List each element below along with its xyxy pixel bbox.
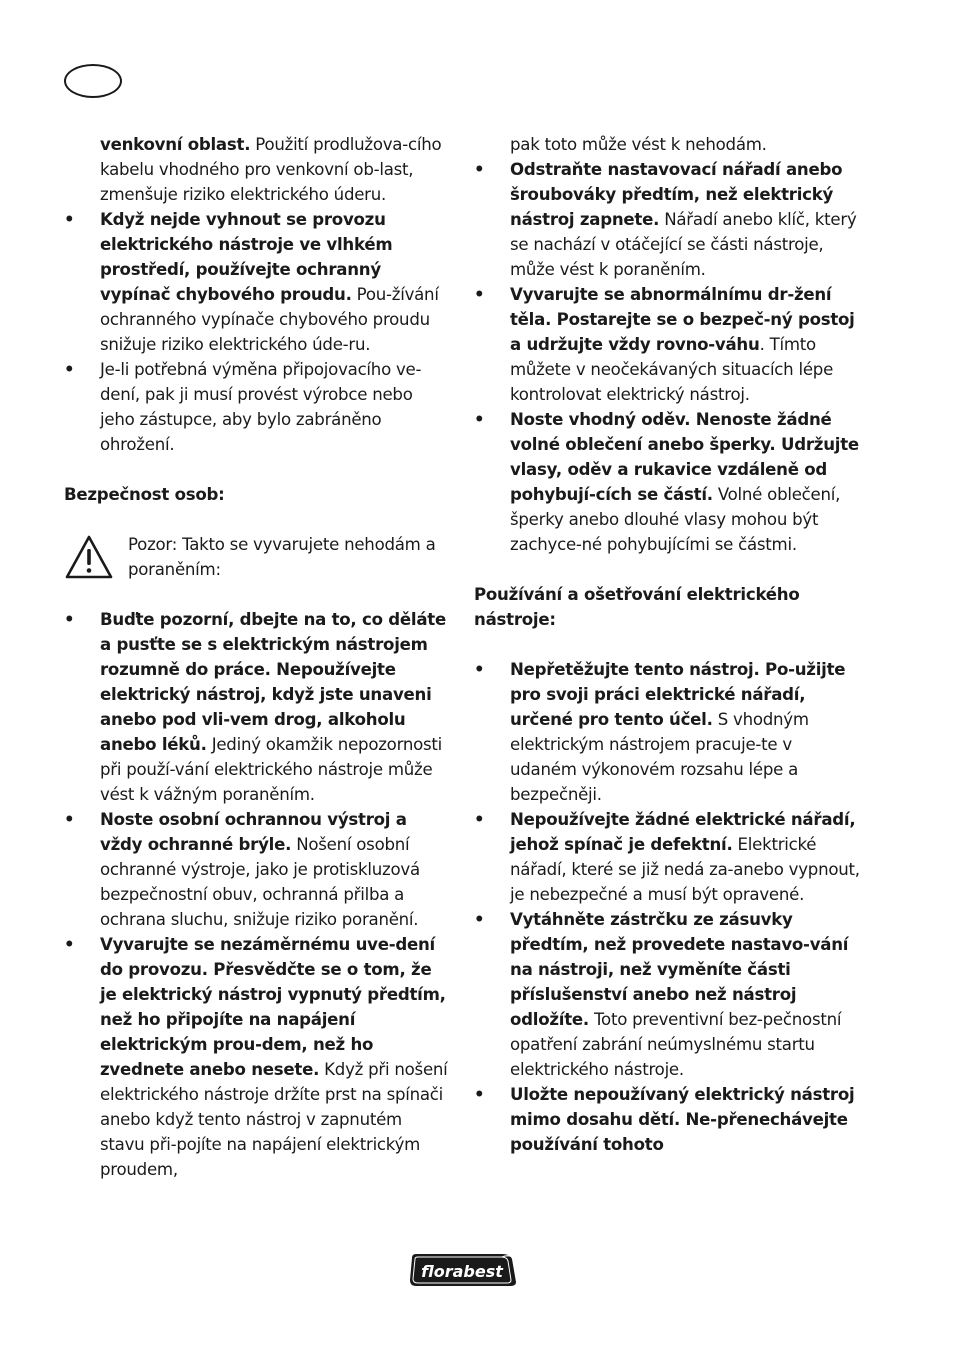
- list-item: • Noste osobní ochrannou výstroj a vždy ochranné brýle. Nošení osobní ochranné výstroje, jako je protiskluzová bezpečnostní obuv, ochranná přilba a ochrana sluchu, snižuje riziko poranění.: [64, 807, 450, 932]
- list-item: • Vyvarujte se abnormálnímu dr-žení těla. Postarejte se o bezpeč-ný postoj a udržujte vždy rovno-váhu. Tímto můžete v neočekávaných situacích lépe kontrolovat elektrický nástroj.: [474, 282, 860, 407]
- warning-triangle-icon: [64, 534, 114, 580]
- language-badge: [64, 64, 122, 98]
- right-column: [474, 132, 860, 1157]
- list-item: • Když nejde vyhnout se provozu elektrického nástroje ve vlhkém prostředí, používejte ochranný vypínač chybového proudu. Pou-žívání ochranného vypínače chybového proudu snižuje riziko elektrického úde-ru.: [64, 207, 450, 357]
- list-item: • Odstraňte nastavovací nářadí anebo šroubováky předtím, než elektrický nástroj zapnete. Nářadí anebo klíč, který se nachází v otáčející se části nástroje, může vést k poraněním.: [474, 157, 860, 282]
- section-heading: Bezpečnost osob:: [64, 485, 225, 504]
- safety-list: [474, 157, 860, 557]
- section-heading: Používání a ošetřování elektrického nástroje:: [474, 585, 800, 629]
- list-item: • Vytáhněte zástrčku ze zásuvky předtím, než provedete nastavo-vání na nástroji, než vyměníte části příslušenství anebo než nástroj odložíte. Toto preventivní bez-pečnostní opatření zabrání neúmyslnému startu elektrického nástroje.: [474, 907, 860, 1082]
- safety-list: [64, 207, 450, 457]
- florabest-logo: [406, 1252, 518, 1288]
- paragraph-continuation: venkovní oblast. Použití prodlužova-cího kabelu vhodného pro venkovní ob-last, zmenšuje riziko elektrického úderu.: [100, 135, 442, 204]
- list-item: • Nepřetěžujte tento nástroj. Po-užijte pro svoji práci elektrické nářadí, určené pro tento účel. S vhodným elektrickým nástrojem pracuje-te v udaném výkonovém rozsahu lépe a bezpečněji.: [474, 657, 860, 807]
- svg-text:florabest: florabest: [421, 1262, 503, 1281]
- paragraph-continuation: pak toto může vést k nehodám.: [510, 135, 767, 154]
- list-item: • Je-li potřebná výměna připojovacího ve-dení, pak ji musí provést výrobce nebo jeho zástupce, aby bylo zabráněno ohrožení.: [64, 357, 450, 457]
- safety-list: [474, 657, 860, 1157]
- list-item: • Nepoužívejte žádné elektrické nářadí, jehož spínač je defektní. Elektrické nářadí, které se již nedá za-anebo vypnout, je nebezpečné a musí být opravené.: [474, 807, 860, 907]
- list-item: • Uložte nepoužívaný elektrický nástroj mimo dosahu dětí. Ne-přenechávejte používání tohoto: [474, 1082, 860, 1157]
- safety-list: [64, 607, 450, 1182]
- list-item: • Noste vhodný oděv. Nenoste žádné volné oblečení anebo šperky. Udržujte vlasy, oděv a rukavice vzdáleně od pohybují-cích se částí. Volné oblečení, šperky anebo dlouhé vlasy mohou být zachyce-né pohybujícími se částmi.: [474, 407, 860, 557]
- warning-text: Pozor: Takto se vyvarujete nehodám a poraněním:: [128, 535, 436, 579]
- list-item: • Buďte pozorní, dbejte na to, co děláte a pusťte se s elektrickým nástrojem rozumně do práce. Nepoužívejte elektrický nástroj, když jste unaveni anebo pod vli-vem drog, alkoholu anebo léků. Jediný okamžik nepozornosti při použí-vání elektrického nástroje může vést k vážným poraněním.: [64, 607, 450, 807]
- left-column: [64, 132, 450, 1182]
- list-item: • Vyvarujte se nezáměrnému uve-dení do provozu. Přesvědčte se o tom, že je elektrický nástroj vypnutý předtím, než ho připojíte na napájení elektrickým prou-dem, než ho zvednete anebo nesete. Když při nošení elektrického nástroje držíte prst na spínači anebo když tento nástroj v zapnutém stavu při-pojíte na napájení elektrickým proudem,: [64, 932, 450, 1182]
- warning-note: [64, 532, 450, 582]
